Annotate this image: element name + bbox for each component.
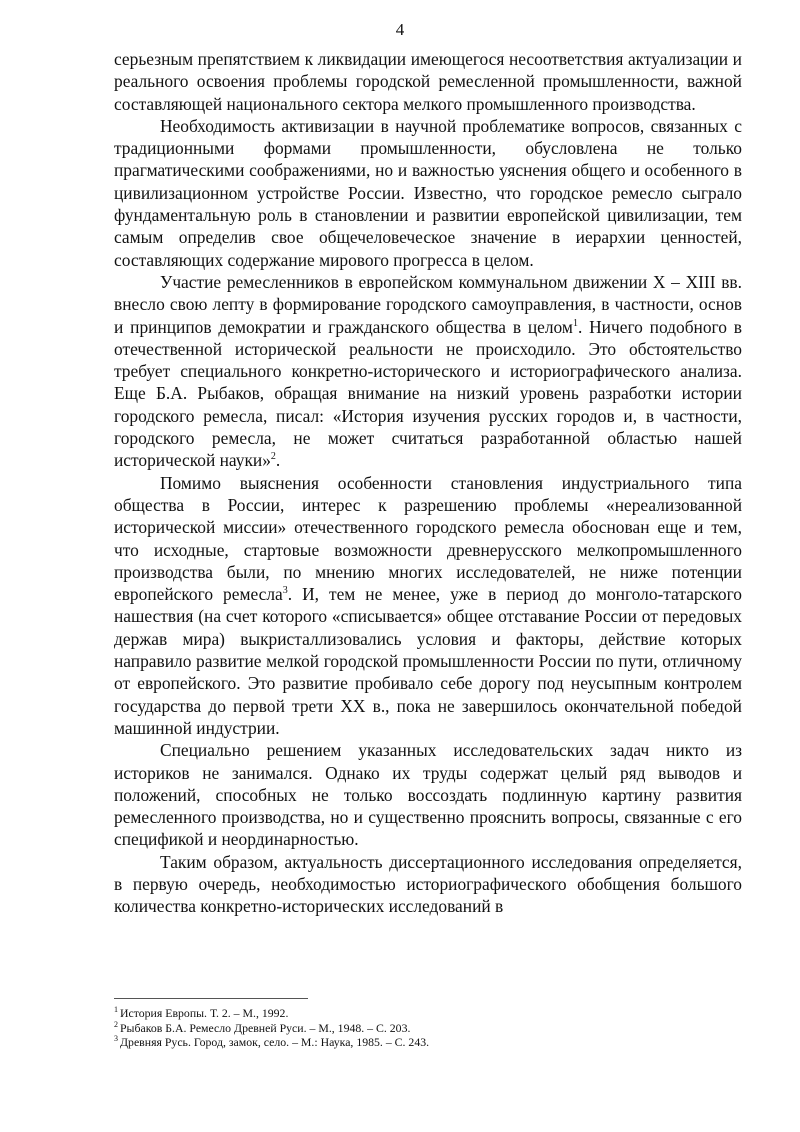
paragraph [114,851,742,918]
paragraph-text: Таким образом, актуальность диссертационного исследования определяется, в первую очередь, необходимостью историографического обобщения большого количества конкретно-исторических исследований в [114,851,742,917]
paragraph [114,472,742,740]
paragraph-text: Необходимость активизации в научной проблематике вопросов, связанных с традиционными формами промышленности, обусловлена не только прагматическими соображениями, но и важностью уяснения общего и особенного в цивилизационном устройстве России. Известно, что городское ремесло сыграло фундаментальную роль в становлении и развитии европейской цивилизации, тем самым определив свое общечеловеческое значение в иерархии ценностей, составляющих содержание мирового прогресса в целом. [114,115,742,270]
paragraph-text: Специально решением указанных исследовательских задач никто из историков не занимался. Однако их труды содержат целый ряд выводов и положений, способных не только воссоздать подлинную картину развития ремесленного производства, но и существенно прояснить вопросы, связанные с его спецификой и неординарностью. [114,740,742,850]
footnote-reference: 1 [572,317,578,329]
paragraph [114,115,742,271]
footnote-reference: 3 [282,585,288,597]
paragraph-text: . Ничего подобного в отечественной исторической реальности не происходило. Это обстоятельство требует специального конкретно-исторического и историографического анализа. Еще Б.А. Рыбаков, обращая внимание на низкий уровень разработки истории городского ремесла, писал: «История изучения русских городов и, в частности, городского ремесла, не может считаться разработанной областью нашей исторической науки» [114,316,742,471]
footnote-mark: 1 [114,1005,118,1015]
footnotes [114,1006,734,1050]
footnote-divider [114,998,308,999]
footnote-text: Рыбаков Б.А. Ремесло Древней Руси. – М., 1948. – С. 203. [120,1020,411,1035]
footnote-text: История Европы. Т. 2. – М., 1992. [120,1006,289,1020]
body-text [114,48,742,918]
footnote [114,1035,734,1050]
paragraph-text: Помимо выяснения особенности становления индустриального типа общества в России, интерес к разрешению проблемы «нереализованной исторической миссии» отечественного городского ремесла обоснован еще и тем, что исходные, стартовые возможности древнерусского мелкопромышленного производства были, по мнению многих исследователей, не ниже потенции европейского ремесла [114,472,742,605]
page-number: 4 [395,20,405,39]
paragraph-text: серьезным препятствием к ликвидации имеющегося несоответствия актуализации и реального освоения проблемы городской ремесленной промышленности, важной составляющей национального сектора мелкого промышленного производства. [114,49,742,114]
paragraph-text: . [275,450,281,471]
footnote [114,1006,734,1021]
footnote-reference: 2 [270,451,276,463]
footnote [114,1021,734,1036]
paragraph [114,271,742,472]
paragraph-text: Участие ремесленников в европейском коммунальном движении X – XIII вв. внесло свою лепту в формирование городского самоуправления, в частности, основ и принципов демократии и гражданского общества в целом [114,271,742,337]
footnote-mark: 2 [114,1019,118,1029]
footnote-text: Древняя Русь. Город, замок, село. – М.: Наука, 1985. – С. 243. [120,1035,430,1050]
footnote-mark: 3 [114,1034,118,1044]
paragraph-text: . И, тем не менее, уже в период до монголо-татарского нашествия (на счет которого «списывается» общее отставание России от передовых держав мира) выкристаллизовались условия и факторы, действие которых направило развитие мелкой городской промышленности России по пути, отличному от европейского. Это развитие пробивало себе дорогу под неусыпным контролем государства до первой трети XX в., пока не завершилось окончательной победой машинной индустрии. [114,584,742,738]
paragraph [114,48,742,115]
paragraph [114,739,742,850]
